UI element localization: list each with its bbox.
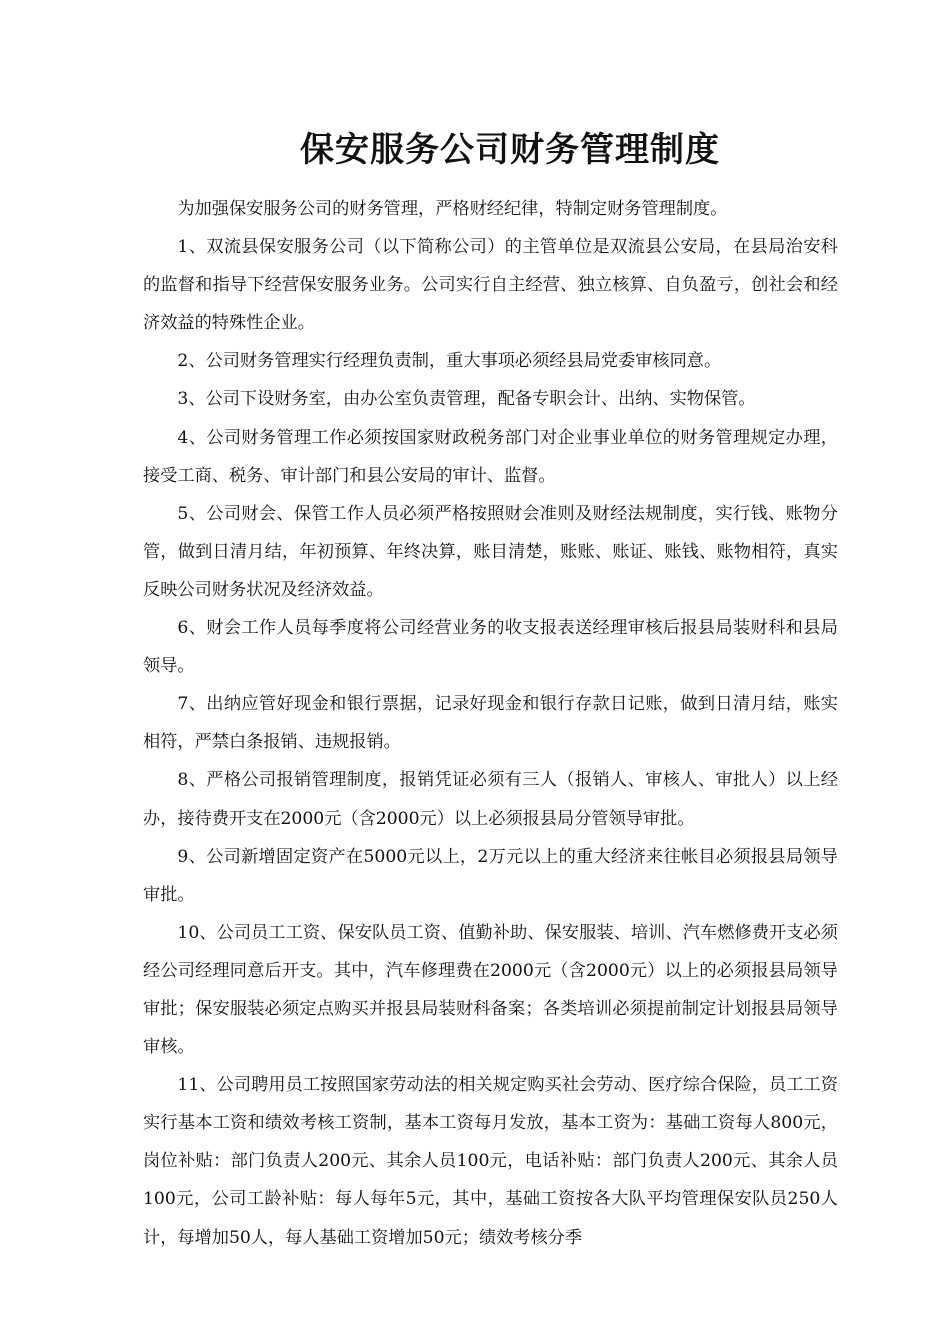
paragraph-5: 5、公司财会、保管工作人员必须严格按照财会准则及财经法规制度，实行钱、账物分管，做到日清月结，年初预算、年终决算，账目清楚，账账、账证、账钱、账物相符，真实反映公司财务状况及经济效益。	[143, 503, 838, 600]
paragraph-intro: 为加强保安服务公司的财务管理，严格财经纪律，特制定财务管理制度。	[177, 199, 728, 219]
paragraph-1: 1、双流县保安服务公司（以下简称公司）的主管单位是双流县公安局，在县局治安科的监督和指导下经营保安服务业务。公司实行自主经营、独立核算、自负盈亏，创社会和经济效益的特殊性企业。	[143, 237, 838, 334]
paragraph-2: 2、公司财务管理实行经理负责制，重大事项必须经县局党委审核同意。	[177, 351, 722, 372]
paragraph-8: 8、严格公司报销管理制度，报销凭证必须有三人（报销人、审核人、审批人）以上经办，接待费开支在2000元（含2000元）以上必须报县局分管领导审批。	[143, 770, 838, 829]
paragraph-4: 4、公司财务管理工作必须按国家财政税务部门对企业事业单位的财务管理规定办理，接受工商、税务、审计部门和县公安局的审计、监督。	[143, 427, 838, 486]
paragraph-10: 10、公司员工工资、保安队员工资、值勤补助、保安服装、培训、汽车燃修费开支必须经公司经理同意后开支。其中，汽车修理费在2000元（含2000元）以上的必须报县局领导审批；保安服装必须定点购买并报县局装财科备案；各类培训必须提前制定计划报县局领导审核。	[143, 922, 838, 1058]
paragraph-9: 9、公司新增固定资产在5000元以上，2万元以上的重大经济来往帐目必须报县局领导审批。	[143, 846, 838, 905]
paragraph-3: 3、公司下设财务室，由办公室负责管理，配备专职会计、出纳、实物保管。	[177, 389, 756, 410]
paragraph-11: 11、公司聘用员工按照国家劳动法的相关规定购买社会劳动、医疗综合保险，员工工资实行基本工资和绩效考核工资制，基本工资每月发放，基本工资为：基础工资每人800元，岗位补贴：部门负责人200元、其余人员100元，电话补贴：部门负责人200元、其余人员100元，公司工龄补贴：每人每年5元，其中，基础工资按各大队平均管理保安队员250人计，每增加50人，每人基础工资增加50元；绩效考核分季	[143, 1075, 838, 1248]
document-title: 保安服务公司财务管理制度	[300, 130, 720, 170]
paragraph-7: 7、出纳应管好现金和银行票据，记录好现金和银行存款日记账，做到日清月结，账实相符，严禁白条报销、违规报销。	[143, 694, 838, 753]
document-body	[143, 190, 838, 1257]
paragraph-6: 6、财会工作人员每季度将公司经营业务的收支报表送经理审核后报县局装财科和县局领导。	[143, 618, 838, 677]
